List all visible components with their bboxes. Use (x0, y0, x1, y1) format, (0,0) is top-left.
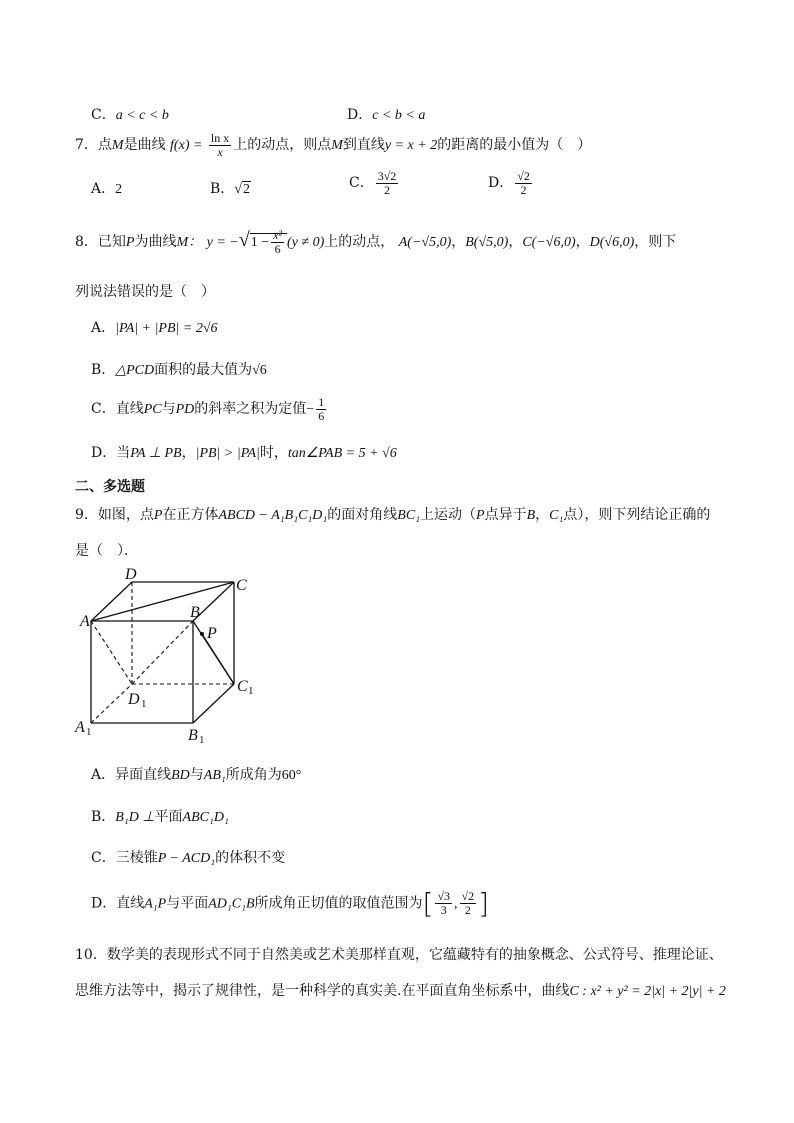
point-a: A(−√5,0) (398, 235, 452, 251)
label-a: A (80, 613, 90, 630)
option-text: a < c < b (115, 108, 169, 123)
text: 点 (97, 137, 112, 154)
text: 的体积不变 (215, 850, 286, 866)
label-d1: D (128, 691, 140, 708)
math: BC₁ (397, 508, 421, 523)
text: 时， (259, 445, 288, 461)
math: C₁ (549, 508, 564, 523)
math: M： (176, 235, 203, 251)
math: P − ACD₁ (157, 851, 216, 866)
math: △PCD (115, 363, 155, 378)
fraction (316, 396, 326, 422)
math: 60° (281, 768, 302, 783)
denominator: 2 (384, 182, 391, 197)
subscript: 1 (248, 685, 254, 697)
text: 直线 (116, 895, 145, 912)
q7-options (91, 178, 122, 198)
q8-option-a (91, 317, 218, 337)
math: tan∠PAB = 5 + √6 (287, 446, 397, 461)
option-label: B． (91, 809, 116, 825)
fraction (515, 170, 532, 196)
text: 所成角为 (225, 767, 282, 783)
numerator: √3 (437, 889, 451, 904)
math: M (111, 138, 124, 154)
subscript: 1 (141, 698, 147, 710)
option-text: 2 (115, 182, 123, 197)
math: P (125, 235, 135, 251)
math: ABC₁D₁ (182, 810, 229, 825)
text: 上的动点，则点 (233, 137, 332, 154)
subscript: 1 (199, 734, 205, 746)
math: P (476, 508, 485, 523)
q10-stem-line2 (75, 980, 726, 1000)
label-b1: B (188, 727, 198, 744)
option-label: A． (91, 181, 116, 197)
math: |PB| > |PA| (195, 446, 260, 461)
q9-option-d: D．直线A₁P与平面AD₁C₁B所成角正切值的取值范围为[ $\frac{√3}{3}$ , $\frac{√2}{2}$ ] (91, 887, 490, 920)
math: √6 (252, 363, 267, 378)
math: ABCD − A₁B₁C₁D₁ (218, 508, 328, 523)
point-d: D(√6,0) (589, 235, 635, 251)
label-b: B (190, 604, 200, 621)
math: BD (171, 768, 190, 783)
point-c: C(−√6,0) (522, 235, 576, 251)
text: 与 (189, 767, 204, 783)
option-label: C． (91, 850, 116, 866)
label-p: P (207, 625, 217, 642)
math: C : x² + y² = 2|x| + 2|y| + 2 (569, 984, 726, 999)
text: 思维方法等中，揭示了规律性，是一种科学的真实美.在平面直角坐标系中，曲线 (75, 983, 570, 999)
point-p (200, 632, 204, 636)
option-label: B． (91, 362, 116, 378)
math: f(x) = (170, 138, 203, 154)
text: 异面直线 (115, 767, 172, 783)
q7-option-c (349, 170, 400, 196)
numerator: √2 (461, 889, 475, 904)
math: PA ⊥ PB (130, 446, 182, 461)
text: 上运动（ (420, 507, 477, 523)
q8-option-c (91, 396, 328, 422)
text: 所成角正切值的取值范围为 (254, 895, 423, 912)
q7-option-d (488, 170, 534, 196)
section-heading: 二、多选题 (75, 479, 145, 495)
option-label: D． (488, 175, 514, 192)
q8-option-d (91, 442, 397, 462)
numerator: ln x (210, 131, 230, 145)
fraction (209, 132, 231, 158)
text: 直线 (115, 401, 144, 418)
text: 的面对角线 (327, 507, 398, 523)
denominator: 3 (440, 903, 447, 917)
math: (y ≠ 0) (287, 235, 325, 251)
denominator: x (217, 144, 223, 159)
text: ， (535, 507, 550, 523)
q6-option-c (91, 104, 169, 124)
point-b: B(√5,0) (465, 235, 509, 251)
text: 是曲线 (123, 137, 166, 154)
q9-option-b (91, 806, 229, 826)
math: B (526, 508, 536, 523)
math: 1 − (250, 235, 270, 251)
label-c: C (236, 577, 247, 594)
option-label: D． (91, 445, 117, 461)
text: 在正方体 (162, 507, 219, 523)
radical (250, 228, 287, 256)
denominator: 6 (318, 408, 325, 423)
math: AD₁C₁B (208, 896, 255, 912)
numerator: x² (273, 228, 283, 242)
math: PD (175, 402, 195, 418)
text: 点），则下列结论正确的 (563, 507, 711, 523)
math: P (153, 508, 163, 523)
option-label: C． (349, 175, 374, 192)
option-label: B． (210, 181, 235, 197)
math: M (331, 138, 343, 154)
option-text: c < b < a (372, 108, 426, 123)
q9-option-c (91, 847, 285, 867)
math: B₁D ⊥ (115, 810, 155, 825)
fraction (376, 170, 399, 196)
math: AB₁ (203, 768, 226, 783)
q8-stem: 8．已知P为曲线M： y = −√1 − $\frac{\text{x²}}{6}$ (y ≠ 0)上的动点， A(−√5,0)，B(√5,0)，C(−√6,0)，D(√6,0)，则下 (75, 228, 677, 256)
question-number: 8． (75, 234, 98, 251)
q6-option-d (347, 104, 425, 124)
numerator: 1 (318, 395, 325, 409)
q8-option-b (91, 359, 267, 379)
fraction (435, 890, 452, 916)
label-c1: C (237, 678, 248, 695)
fraction (460, 890, 477, 916)
text: 与平面 (166, 895, 209, 912)
text: 当 (116, 445, 131, 461)
text: 为曲线 (134, 234, 177, 251)
math: y = − (206, 235, 239, 251)
text: 面积的最大值为 (154, 362, 253, 378)
q8-stem-line2: 列说法错误的是（ ） (75, 284, 215, 300)
text: 的距离的最小值为（ ） (437, 137, 592, 154)
question-number: 7． (75, 137, 98, 154)
text: 平面 (154, 809, 183, 825)
subscript: 1 (86, 726, 92, 738)
q9-stem (75, 504, 710, 524)
option-text: |PA| + |PB| = 2√6 (115, 321, 218, 336)
fraction (271, 229, 284, 255)
denominator: 6 (274, 241, 281, 256)
q9-stem-line2: 是（ ）． (75, 543, 138, 559)
text: 与 (161, 401, 176, 418)
q10-stem-line1: 10．数学美的表现形式不同于自然美或艺术美那样直观，它蕴藏特有的抽象概念、公式符号、推理论证、 (75, 947, 723, 963)
option-label: D． (347, 107, 373, 123)
text: ，则下 (634, 234, 677, 251)
text: ， (181, 445, 196, 461)
text: 已知 (97, 234, 126, 251)
question-number: 9． (75, 507, 98, 523)
math: y = x + 2 (384, 138, 438, 154)
text: 上的动点， (324, 234, 395, 251)
q7-option-a (91, 181, 122, 197)
denominator: 2 (464, 903, 471, 917)
denominator: 2 (520, 182, 527, 197)
option-label: D． (91, 895, 117, 912)
math: − (306, 402, 315, 418)
q9-option-a (91, 764, 301, 784)
text: 到直线 (342, 137, 385, 154)
option-label: A． (91, 320, 116, 336)
option-text: 2 (242, 182, 250, 197)
text: 点异于 (484, 507, 527, 523)
label-a1: A (75, 719, 85, 736)
math: A₁P (144, 896, 167, 912)
q7-option-b: B．√2 (210, 181, 250, 197)
label-d: D (125, 566, 137, 583)
q7-stem (75, 132, 591, 158)
math: PC (143, 402, 162, 418)
cube-figure (70, 566, 270, 746)
text: 三棱锥 (115, 850, 158, 866)
text: 的斜率之积为定值 (194, 401, 307, 418)
option-label: C． (91, 107, 116, 123)
numerator: √2 (517, 169, 530, 183)
option-label: A． (91, 767, 116, 783)
option-label: C． (91, 401, 116, 418)
text: 如图，点 (97, 507, 154, 523)
numerator: 3√2 (377, 169, 397, 183)
